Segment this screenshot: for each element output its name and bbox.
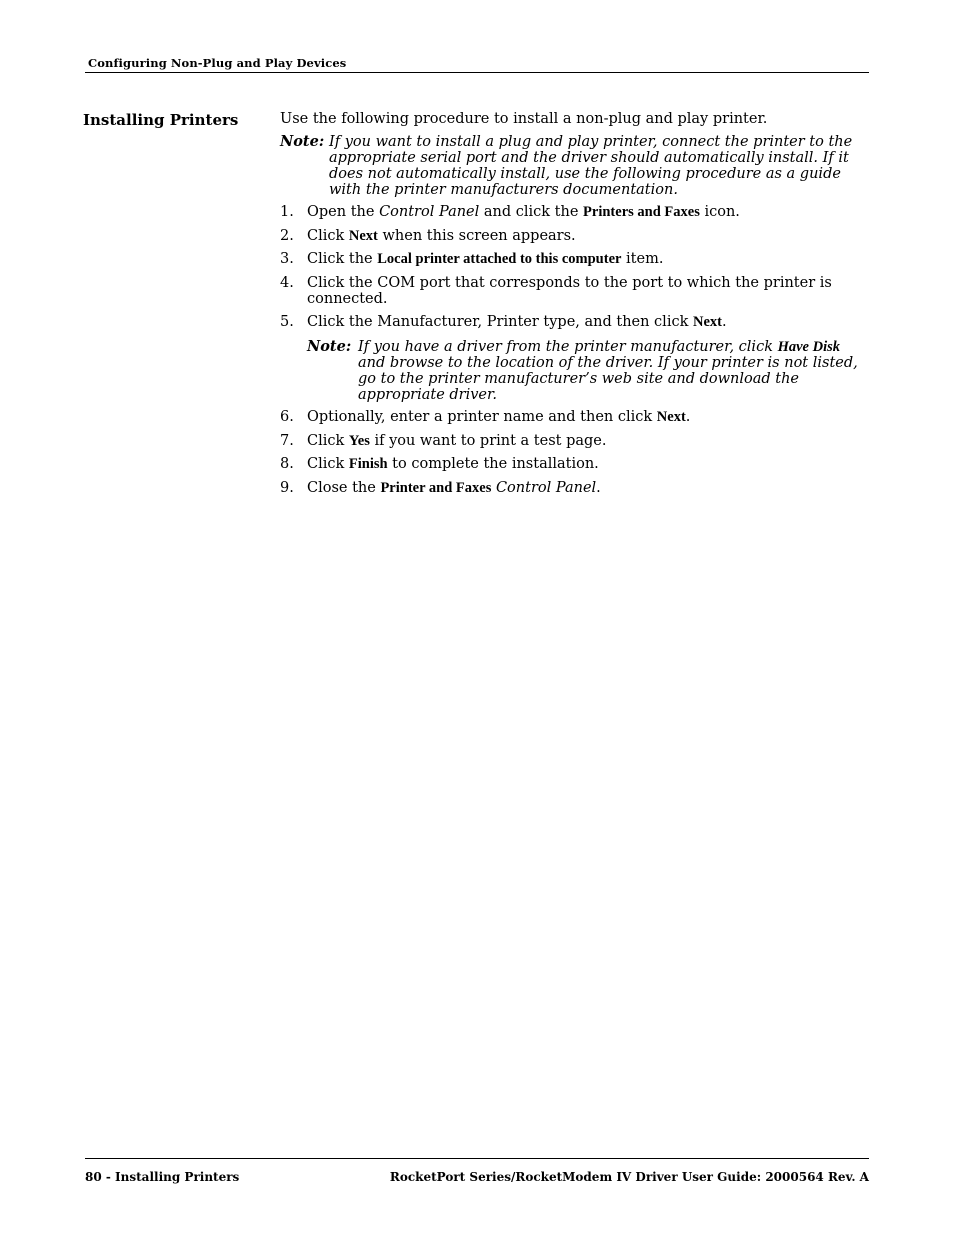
- step-number: 5.: [280, 314, 294, 330]
- next-term: Next: [348, 227, 378, 244]
- step-text: [307, 409, 865, 425]
- note-text: If you want to install a plug and play printer, connect the printer to the appropriate serial port and the driver should automatically install. If it does not automatically install, use the following procedure as a guide with the printer manufacturers documentation.: [329, 134, 853, 198]
- procedure-steps: [280, 204, 865, 330]
- step-text-part: and click the: [479, 204, 584, 220]
- step-text-part: Click: [307, 227, 349, 244]
- note-text: [358, 339, 865, 403]
- step-2: [280, 228, 865, 244]
- step-text-part: Close the: [307, 479, 381, 496]
- step-text: [307, 228, 865, 244]
- step-number: 6.: [280, 409, 294, 425]
- step-number: 7.: [280, 432, 294, 449]
- step-text-part: Click: [307, 456, 349, 472]
- step-5-note: [307, 339, 865, 403]
- step-8: [280, 456, 865, 472]
- control-panel-term: Control Panel: [379, 204, 480, 220]
- footer-rule: [85, 1158, 869, 1159]
- step-text: Click the COM port that corresponds to the port to which the printer is connected.: [307, 274, 832, 307]
- note-text-part: If you have a driver from the printer manufacturer, click: [358, 339, 778, 355]
- step-text: [307, 456, 865, 472]
- control-panel-term: Control Panel: [495, 479, 597, 496]
- step-number: 1.: [280, 204, 294, 220]
- header-rule: [85, 72, 869, 73]
- step-text-part: Click: [307, 432, 349, 449]
- finish-term: Finish: [348, 456, 388, 472]
- next-term: Next: [692, 314, 722, 330]
- procedure-steps-continued: [280, 409, 865, 496]
- step-text-part: Click the Manufacturer, Printer type, and then click: [307, 314, 693, 330]
- step-text-part: icon.: [699, 204, 740, 220]
- step-text: [307, 314, 865, 330]
- step-text-part: if you want to print a test page.: [369, 432, 607, 449]
- footer-document-title: RocketPort Series/RocketModem IV Driver User Guide: 2000564 Rev. A: [389, 1170, 869, 1184]
- step-text: [307, 480, 865, 496]
- step-9: [280, 480, 865, 496]
- step-number: 3.: [280, 251, 294, 267]
- step-text-part: .: [596, 479, 601, 496]
- step-4: [280, 275, 865, 307]
- next-term: Next: [656, 409, 686, 425]
- step-number: 9.: [280, 479, 294, 496]
- running-header: Configuring Non-Plug and Play Devices: [88, 56, 347, 70]
- step-text-part: item.: [621, 251, 664, 267]
- step-text-part: when this screen appears.: [377, 227, 576, 244]
- step-number: 8.: [280, 456, 294, 472]
- yes-term: Yes: [348, 432, 370, 449]
- local-printer-term: Local printer attached to this computer: [377, 251, 622, 267]
- step-text: [307, 204, 865, 220]
- note-label: Note:: [307, 338, 352, 355]
- step-text-part: .: [685, 409, 691, 425]
- printers-and-faxes-term: Printer and Faxes: [380, 479, 492, 496]
- section-heading: Installing Printers: [83, 111, 239, 129]
- step-text: [307, 251, 865, 267]
- note: [280, 134, 865, 198]
- step-text: [307, 433, 865, 449]
- step-text-part: .: [721, 314, 727, 330]
- step-1: [280, 204, 865, 220]
- step-5: [280, 314, 865, 330]
- step-text-part: Open the: [307, 204, 380, 220]
- step-text-part: Optionally, enter a printer name and then click: [307, 409, 657, 425]
- step-number: 4.: [280, 274, 294, 291]
- step-number: 2.: [280, 227, 294, 244]
- step-3: [280, 251, 865, 267]
- intro-paragraph: Use the following procedure to install a non-plug and play printer.: [280, 111, 768, 127]
- printers-and-faxes-term: Printers and Faxes: [583, 204, 700, 220]
- step-text-part: to complete the installation.: [387, 456, 599, 472]
- step-7: [280, 433, 865, 449]
- step-6: [280, 409, 865, 425]
- have-disk-term: Have Disk: [777, 339, 841, 355]
- note-text-part: and browse to the location of the driver. If your printer is not listed, go to the printer manufacturer’s web site and download the appropriate driver.: [358, 339, 863, 403]
- footer-page-label: 80 - Installing Printers: [85, 1170, 240, 1184]
- section-body: [280, 111, 865, 503]
- note-label: Note:: [280, 133, 325, 150]
- step-text-part: Click the: [307, 251, 378, 267]
